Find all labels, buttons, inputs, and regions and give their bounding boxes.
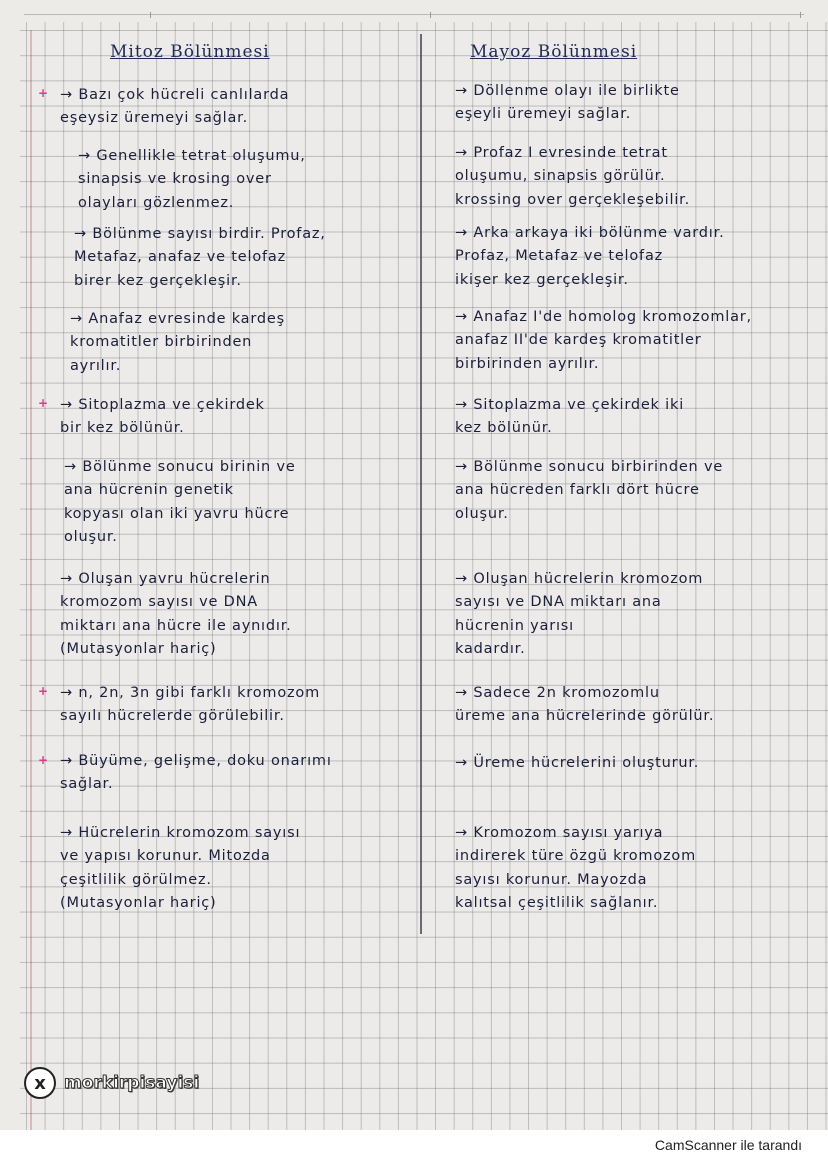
mitosis-note: → Genellikle tetrat oluşumu, sinapsis ve krosing over olayları gözlenmez. (78, 148, 306, 211)
margin-plus-marker: + (38, 684, 49, 698)
top-rule-tick (430, 12, 431, 18)
page-top-rule (24, 14, 804, 15)
mitosis-note: → Oluşan yavru hücrelerin kromozom sayısı ve DNA miktarı ana hücre ile aynıdır. (Mutasyonlar hariç) (60, 571, 292, 658)
meiosis-note: → Üreme hücrelerini oluşturur. (455, 755, 700, 771)
mitosis-title: Mitoz Bölünmesi (110, 42, 270, 62)
meiosis-title: Mayoz Bölünmesi (470, 42, 638, 62)
mitosis-note: → Hücrelerin kromozom sayısı ve yapısı korunur. Mitozda çeşitlilik görülmez. (Mutasyonlar hariç) (60, 825, 301, 912)
meiosis-note: → Sitoplazma ve çekirdek iki kez bölünür. (455, 397, 685, 437)
hedgehog-icon: x (24, 1067, 56, 1099)
meiosis-note: → Sadece 2n kromozomlu üreme ana hücrelerinde görülür. (455, 685, 715, 725)
mitosis-note: → Bazı çok hücreli canlılarda eşeysiz üremeyi sağlar. (60, 87, 290, 127)
scanner-credit: CamScanner ile tarandı (654, 1137, 802, 1153)
meiosis-note: → Oluşan hücrelerin kromozom sayısı ve DNA miktarı ana hücrenin yarısı kadardır. (455, 571, 704, 658)
mitosis-note: → Anafaz evresinde kardeş kromatitler birbirinden ayrılır. (70, 311, 285, 374)
watermark-logo (24, 1066, 199, 1100)
mitosis-note: → n, 2n, 3n gibi farklı kromozom sayılı hücrelerde görülebilir. (60, 685, 321, 725)
mitosis-note: → Bölünme sayısı birdir. Profaz, Metafaz, anafaz ve telofaz birer kez gerçekleşir. (74, 226, 326, 289)
margin-plus-marker: + (38, 86, 49, 100)
margin-plus-marker: + (38, 753, 49, 767)
mitosis-note: → Sitoplazma ve çekirdek bir kez bölünür. (60, 397, 265, 437)
meiosis-note: → Bölünme sonucu birbirinden ve ana hücreden farklı dört hücre oluşur. (455, 459, 724, 522)
meiosis-note: → Anafaz I'de homolog kromozomlar, anafaz II'de kardeş kromatitler birbirinden ayrılır. (455, 309, 752, 372)
mitosis-note: → Büyüme, gelişme, doku onarımı sağlar. (60, 753, 332, 793)
margin-line (30, 30, 32, 1130)
watermark-text: morkirpisayisi (64, 1073, 200, 1093)
meiosis-note: → Döllenme olayı ile birlikte eşeyli üremeyi sağlar. (455, 83, 680, 123)
mitosis-note: → Bölünme sonucu birinin ve ana hücrenin genetik kopyası olan iki yavru hücre oluşur. (64, 459, 296, 546)
meiosis-note: → Arka arkaya iki bölünme vardır. Profaz, Metafaz ve telofaz ikişer kez gerçekleşir. (455, 225, 725, 288)
top-rule-tick (800, 12, 801, 18)
margin-plus-marker: + (38, 396, 49, 410)
meiosis-note: → Profaz I evresinde tetrat oluşumu, sinapsis görülür. krossing over gerçekleşebilir. (455, 145, 691, 208)
meiosis-note: → Kromozom sayısı yarıya indirerek türe özgü kromozom sayısı korunur. Mayozda kalıtsal çeşitlilik sağlanır. (455, 825, 697, 912)
top-rule-tick (150, 12, 151, 18)
